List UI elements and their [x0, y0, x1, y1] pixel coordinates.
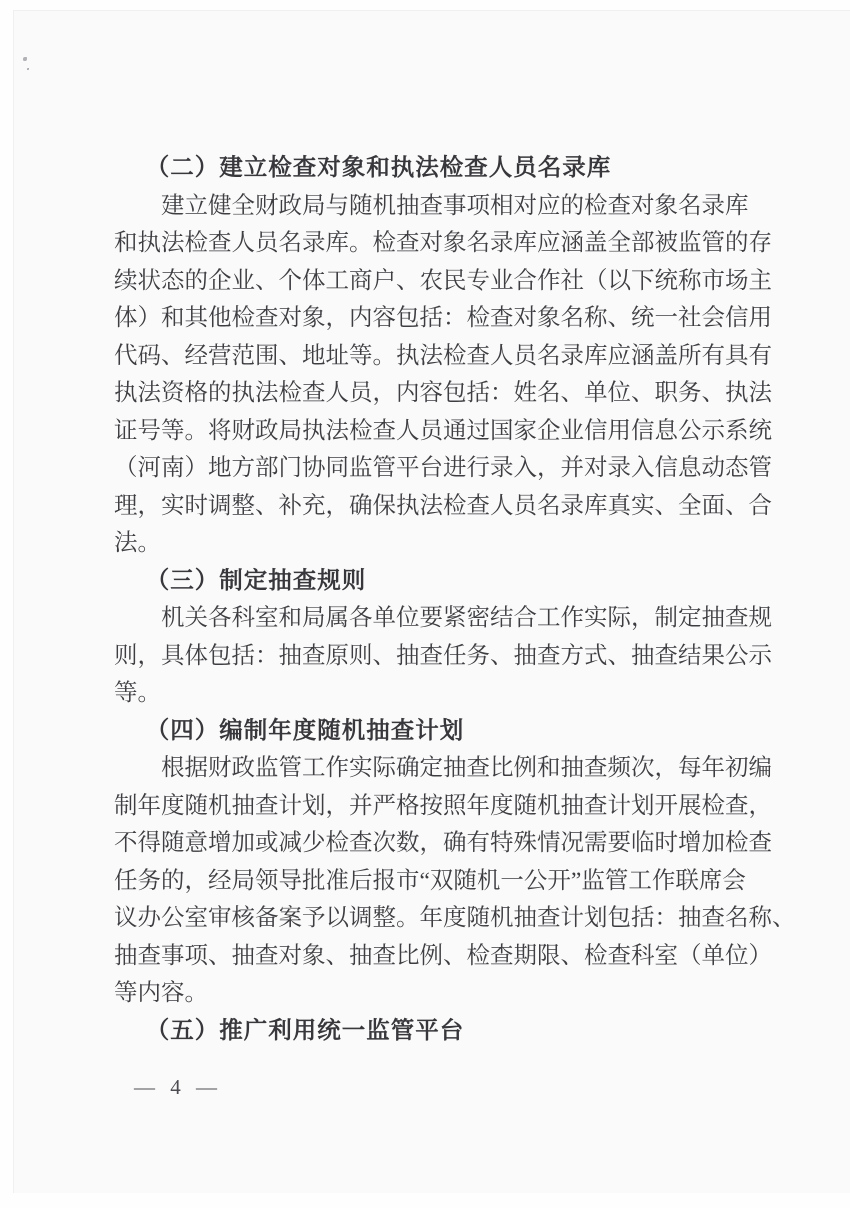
text-line: 不得随意增加或减少检查次数，确有特殊情况需要临时增加检查 — [114, 830, 772, 856]
text-line: 任务的，经局领导批准后报市“双随机一公开”监管工作联席会 — [114, 867, 746, 894]
text-line: 法。 — [114, 530, 161, 556]
text-line: 议办公室审核备案予以调整。年度随机抽查计划包括：抽查名称、 — [114, 905, 796, 931]
page-number: — 4 — — [134, 1075, 222, 1099]
section-heading: （四）编制年度随机抽查计划 — [145, 717, 465, 744]
text-line: 体）和其他检查对象，内容包括：检查对象名称、统一社会信用 — [114, 305, 772, 331]
text-line: 等内容。 — [114, 980, 208, 1006]
text-line: 则，具体包括：抽查原则、抽查任务、抽查方式、抽查结果公示 — [114, 642, 772, 669]
text-line: 制年度随机抽查计划，并严格按照年度随机抽查计划开展检查， — [114, 792, 772, 819]
text-line: 建立健全财政局与随机抽查事项相对应的检查对象名录库 — [161, 192, 749, 219]
text-line: 抽查事项、抽查对象、抽查比例、检查期限、检查科室（单位） — [114, 942, 772, 969]
text-line: 代码、经营范围、地址等。执法检查人员名录库应涵盖所有具有 — [114, 342, 772, 369]
text-line: 和执法检查人员名录库。检查对象名录库应涵盖全部被监管的存 — [114, 230, 772, 256]
section-heading: （五）推广利用统一监管平台 — [145, 1017, 465, 1044]
text-line: 机关各科室和局属各单位要紧密结合工作实际，制定抽查规 — [161, 605, 772, 631]
text-line: 续状态的企业、个体工商户、农民专业合作社（以下统称市场主 — [114, 267, 772, 294]
document-page — [13, 10, 850, 1193]
section-heading: （二）建立检查对象和执法检查人员名录库 — [145, 155, 612, 181]
text-line: （河南）地方部门协同监管平台进行录入，并对录入信息动态管 — [114, 455, 772, 481]
text-line: 证号等。将财政局执法检查人员通过国家企业信用信息公示系统 — [114, 417, 772, 444]
text-line: 根据财政监管工作实际确定抽查比例和抽查频次，每年初编 — [161, 755, 772, 781]
text-line: 等。 — [114, 680, 161, 706]
section-heading: （三）制定抽查规则 — [145, 567, 367, 594]
scan-artifact — [23, 57, 27, 61]
text-line: 执法资格的执法检查人员，内容包括：姓名、单位、职务、执法 — [114, 380, 772, 406]
document-body — [114, 150, 796, 1050]
text-line: 理，实时调整、补充，确保执法检查人员名录库真实、全面、合 — [114, 492, 772, 519]
